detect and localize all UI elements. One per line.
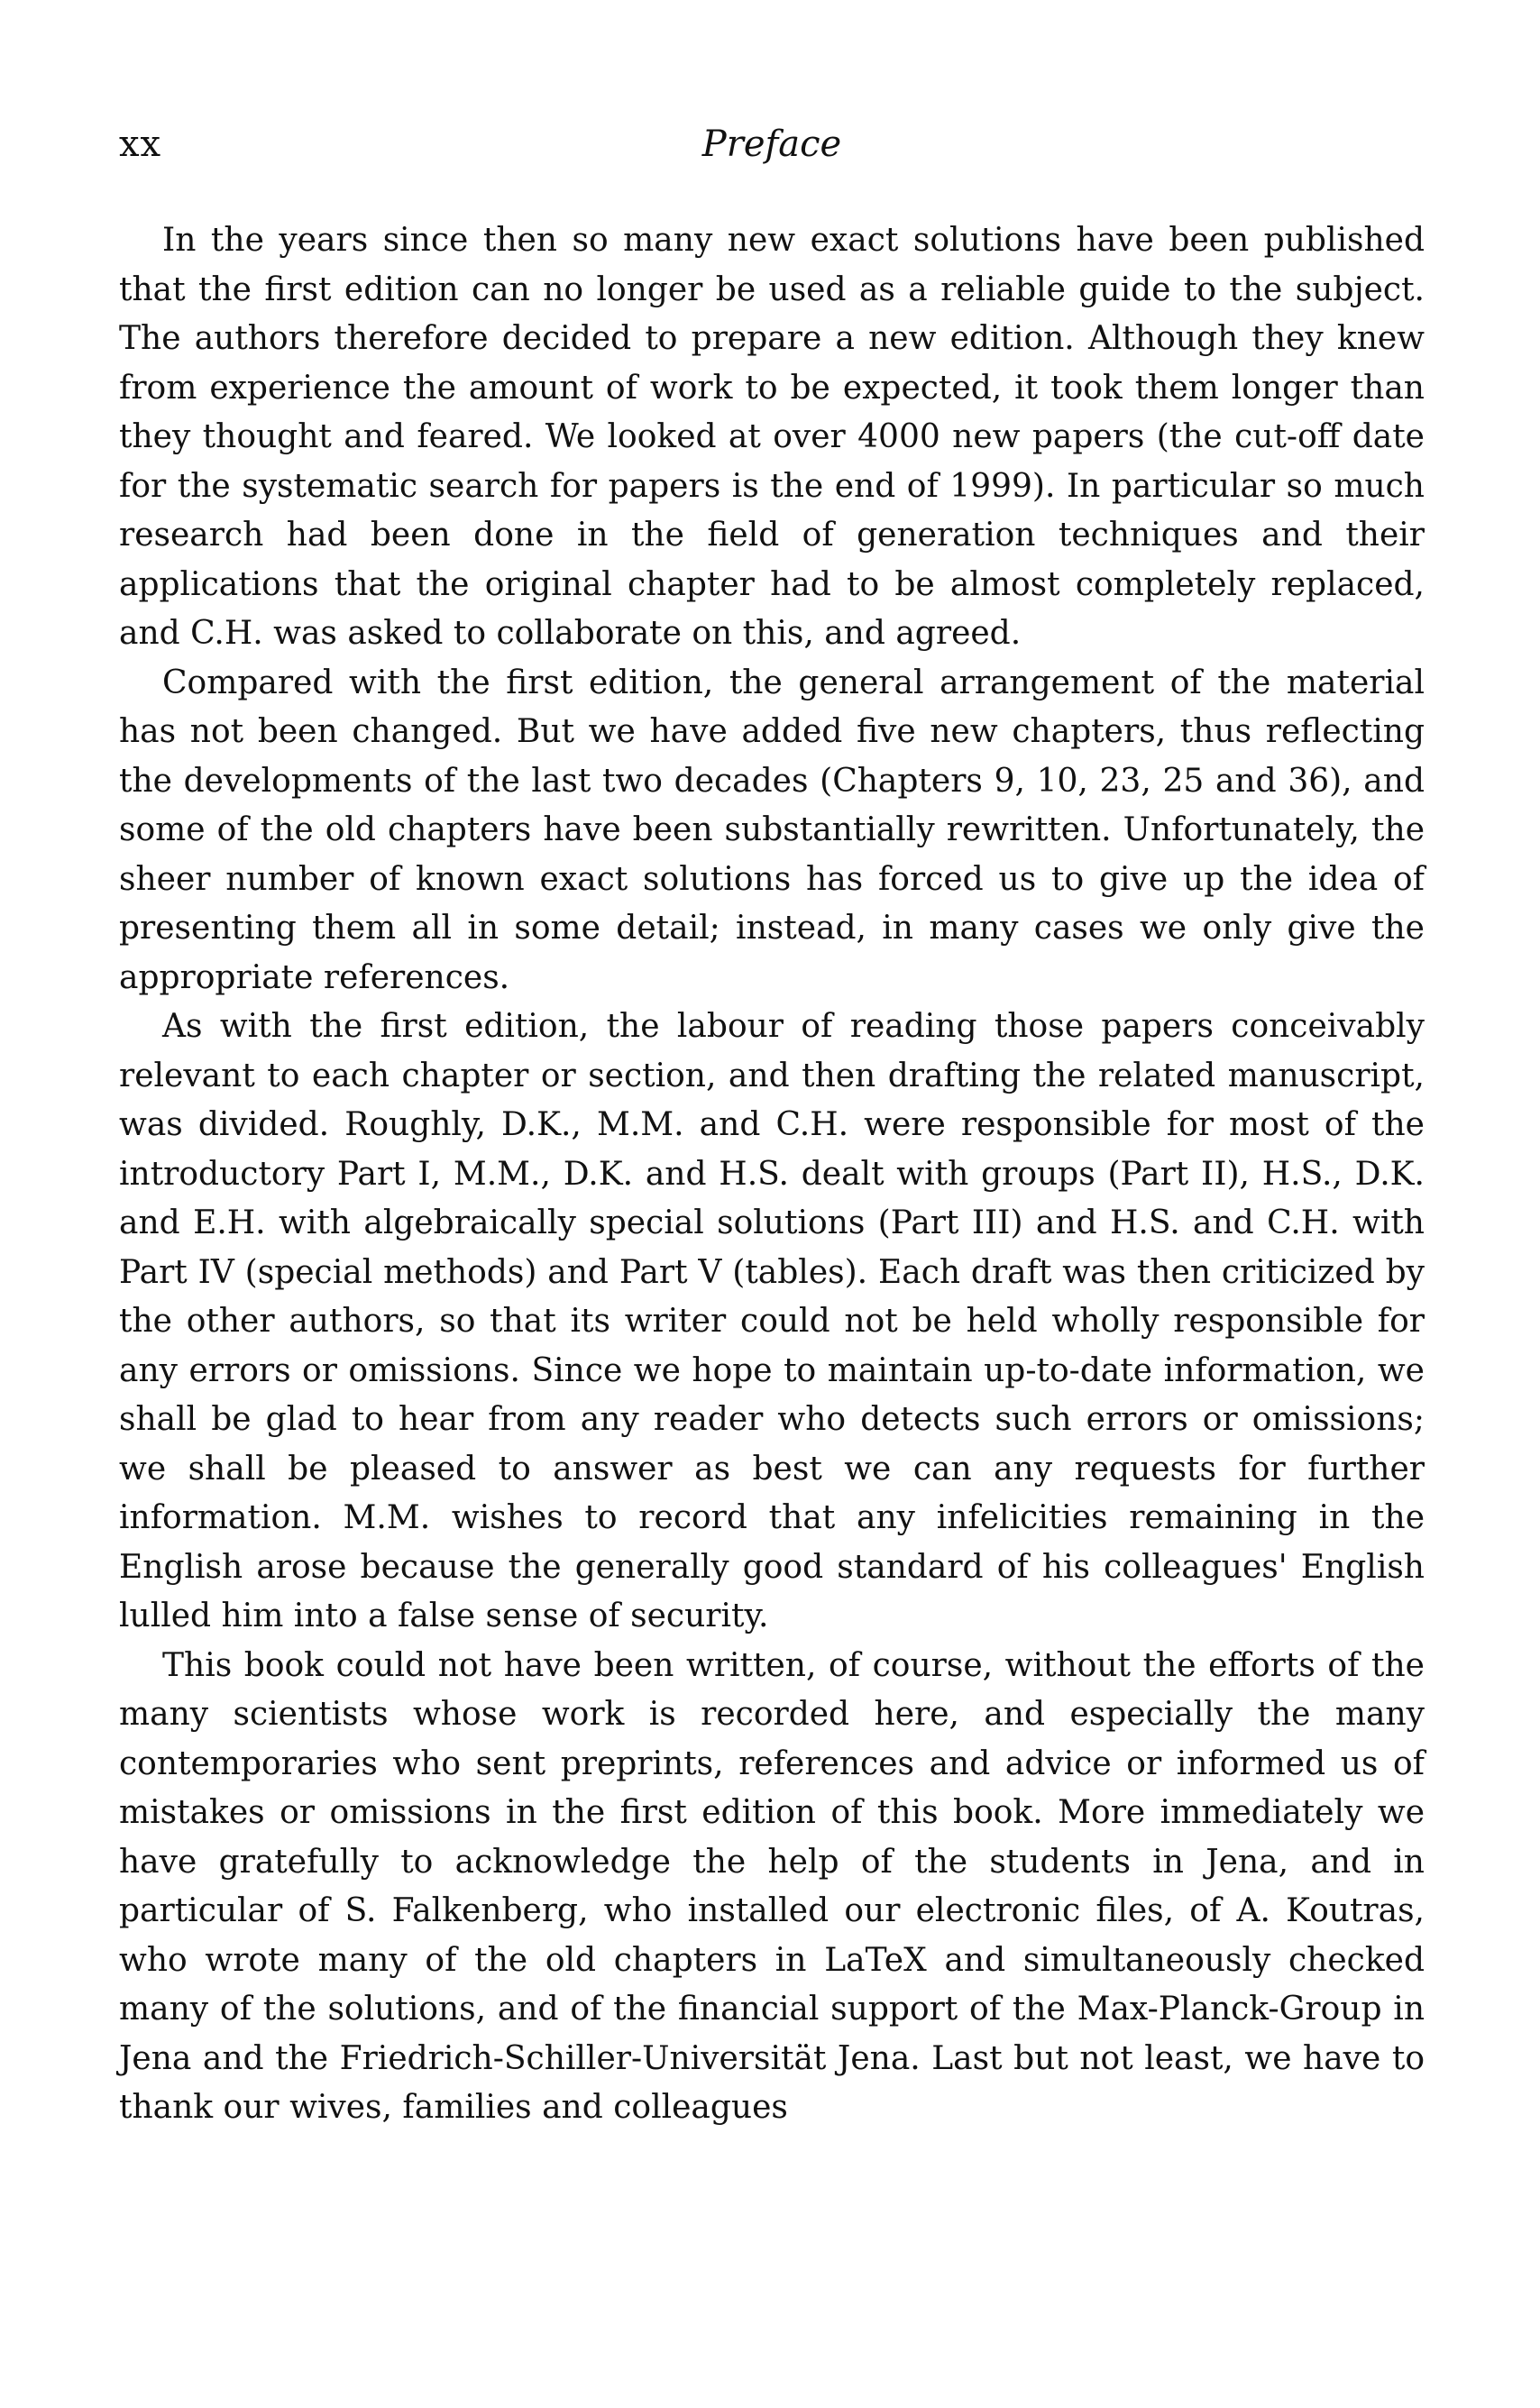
running-head — [119, 126, 1425, 180]
paragraph-acknowledgements: This book could not have been written, of course, without the efforts of the many scientists whose work is recorded here, and especially the many contemporaries who sent preprints, references and advice or informed us of mistakes or omissions in the first edition of this book. More immediately we have gratefully to acknowledge the help of the students in Jena, and in particular of S. Falkenberg, who installed our electronic files, of A. Koutras, who wrote many of the old chapters in LaTeX and simultaneously checked many of the solutions, and of the financial support of the Max-Planck-Group in Jena and the Friedrich-Schiller-Universität Jena. Last but not least, we have to thank our wives, families and colleagues — [119, 1646, 1425, 2126]
preface-body — [119, 216, 1425, 2133]
running-title: Preface — [701, 124, 842, 165]
book-page — [119, 126, 1425, 2133]
paragraph-arrangement: Compared with the first edition, the general arrangement of the material has not been changed. But we have added five new chapters, thus reflecting the developments of the last two decades (Chapters 9, 10, 23, 25 and 36), and some of the old chapters have been substantially rewritten. Unfortunately, the sheer number of known exact solutions has forced us to give up the idea of presenting them all in some detail; instead, in many cases we only give the appropriate references. — [119, 664, 1425, 996]
paragraph-new-edition: In the years since then so many new exact solutions have been published that the first edition can no longer be used as a reliable guide to the subject. The authors therefore decided to prepare a new edition. Although they knew from experience the amount of work to be expected, it took them longer than they thought and feared. We looked at over 4000 new papers (the cut-off date for the systematic search for papers is the end of 1999). In particular so much research had been done in the field of generation techniques and their applications that the original chapter had to be almost completely replaced, and C.H. was asked to collaborate on this, and agreed. — [119, 222, 1425, 652]
paragraph-division-of-labour: As with the first edition, the labour of reading those papers conceivably relevant to each chapter or section, and then drafting the related manuscript, was divided. Roughly, D.K., M.M. and C.H. were responsible for most of the introductory Part I, M.M., D.K. and H.S. dealt with groups (Part II), H.S., D.K. and E.H. with algebraically special solutions (Part III) and H.S. and C.H. with Part IV (special methods) and Part V (tables). Each draft was then criticized by the other authors, so that its writer could not be held wholly responsible for any errors or omissions. Since we hope to maintain up-to-date information, we shall be glad to hear from any reader who detects such errors or omissions; we shall be pleased to answer as best we can any requests for further information. M.M. wishes to record that any infelicities remaining in the English arose because the generally good standard of his colleagues' English lulled him into a false sense of security. — [119, 1008, 1425, 1634]
page-number: xx — [119, 124, 162, 165]
